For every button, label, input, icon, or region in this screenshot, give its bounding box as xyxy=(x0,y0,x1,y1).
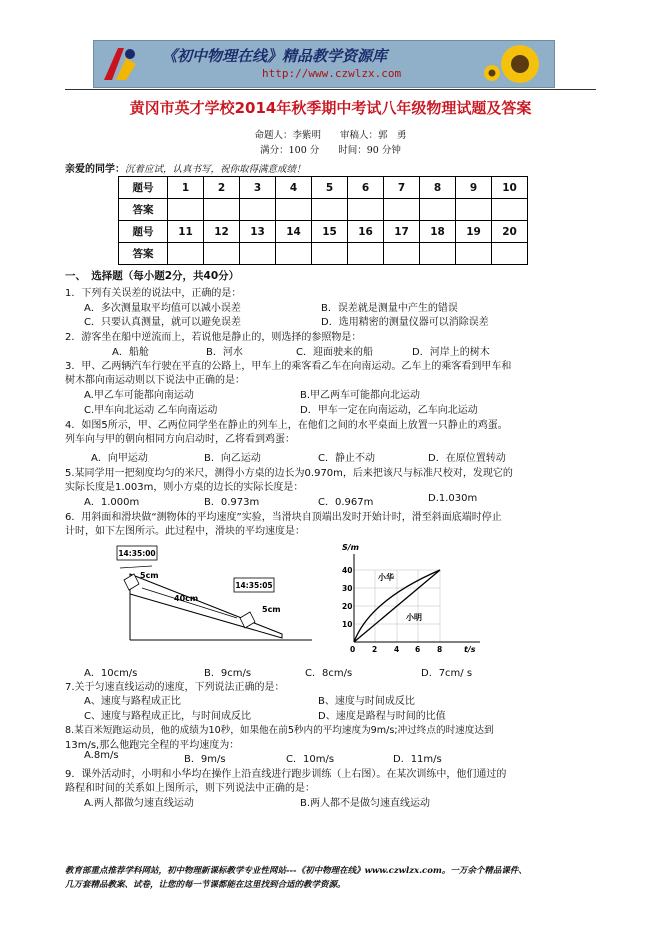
question-5-cont: 实际长度是1.003m，则小方桌的边长的实际长度是： xyxy=(65,482,304,493)
answer-table xyxy=(118,176,528,265)
question-4: 4．如图5所示，甲、乙两位同学坐在静止的列车上，在他们之间的水平桌面上放置一只静止的鸡蛋。 xyxy=(65,420,508,431)
answer-cell[interactable] xyxy=(168,199,204,221)
y-axis-label: S/m xyxy=(342,543,360,552)
x-tick: 6 xyxy=(415,645,421,654)
option-8b[interactable]: B．9m/s xyxy=(184,754,226,765)
y-tick: 30 xyxy=(342,584,353,593)
answer-cell[interactable] xyxy=(348,243,384,265)
option-3d[interactable]: D．甲车一定在向南运动，乙车向北运动 xyxy=(300,405,478,416)
banner-title: 《初中物理在线》精品教学资源库 xyxy=(162,47,388,65)
x-tick: 4 xyxy=(394,645,400,654)
option-4a[interactable]: A．向甲运动 xyxy=(91,453,148,464)
table-cell: 5 xyxy=(312,177,348,199)
timer-start: 14:35:00 xyxy=(118,549,156,558)
answer-cell[interactable] xyxy=(312,199,348,221)
option-7b[interactable]: B、速度与时间成反比 xyxy=(318,696,415,707)
option-6c[interactable]: C．8cm/s xyxy=(305,668,353,679)
table-cell: 4 xyxy=(276,177,312,199)
question-9-cont: 路程和时间的关系如上图所示，则下列说法中正确的是： xyxy=(65,783,315,794)
option-2a[interactable]: A．船舱 xyxy=(112,347,149,358)
option-1a[interactable]: A．多次测量取平均值可以减小误差 xyxy=(84,303,241,314)
distance-time-graph xyxy=(340,540,490,658)
header-rule xyxy=(65,89,596,90)
question-4-cont: 列车向与甲的朝向相同方向启动时，乙将看到鸡蛋： xyxy=(65,434,295,445)
table-cell: 19 xyxy=(456,221,492,243)
row-label: 题号 xyxy=(119,221,168,243)
table-row-ans1 xyxy=(119,199,528,221)
section-heading: 一、 选择题（每小题2分，共40分） xyxy=(65,270,240,282)
option-7d[interactable]: D、速度是路程与时间的比值 xyxy=(318,711,446,722)
question-8-cont: 13m/s,那么他跑完全程的平均速度为： xyxy=(65,740,240,751)
x-tick: 2 xyxy=(372,645,378,654)
question-6: 6．用斜面和滑块做“测物体的平均速度”实验，当滑块自顶端出发时开始计时，滑至斜面底端时停止 xyxy=(65,512,502,523)
table-cell: 1 xyxy=(168,177,204,199)
site-logo-icon xyxy=(100,44,140,84)
option-4c[interactable]: C．静止不动 xyxy=(318,453,375,464)
question-3: 3．甲、乙两辆汽车行驶在平直的公路上，甲车上的乘客看乙车在向南运动。乙车上的乘客看到甲车和 xyxy=(65,361,512,372)
option-4d[interactable]: D．在原位置转动 xyxy=(428,453,506,464)
answer-cell[interactable] xyxy=(384,199,420,221)
x-tick: 8 xyxy=(437,645,443,654)
table-cell: 13 xyxy=(240,221,276,243)
option-6b[interactable]: B．9cm/s xyxy=(204,668,252,679)
banner-url[interactable]: http://www.czwlzx.com xyxy=(262,67,402,80)
question-7: 7.关于匀速直线运动的速度，下列说法正确的是： xyxy=(65,682,285,693)
table-cell: 16 xyxy=(348,221,384,243)
table-cell: 11 xyxy=(168,221,204,243)
table-cell: 12 xyxy=(204,221,240,243)
table-cell: 8 xyxy=(420,177,456,199)
answer-cell[interactable] xyxy=(276,243,312,265)
answer-cell[interactable] xyxy=(456,243,492,265)
table-cell: 7 xyxy=(384,177,420,199)
table-cell: 18 xyxy=(420,221,456,243)
series-label-xiaoming: 小明 xyxy=(406,613,422,622)
table-cell: 17 xyxy=(384,221,420,243)
incline-figure xyxy=(112,544,317,649)
y-tick: 10 xyxy=(342,620,353,629)
header-banner xyxy=(93,40,555,88)
option-8d[interactable]: D．11m/s xyxy=(393,754,442,765)
option-3c[interactable]: C.甲车向北运动 乙车向南运动 xyxy=(84,405,218,416)
option-7a[interactable]: A、速度与路程成正比 xyxy=(84,696,181,707)
option-4b[interactable]: B．向乙运动 xyxy=(204,453,261,464)
table-cell: 3 xyxy=(240,177,276,199)
answer-cell[interactable] xyxy=(384,243,420,265)
option-9b[interactable]: B.两人都不是做匀速直线运动 xyxy=(300,798,431,809)
table-row-ans2 xyxy=(119,243,528,265)
footer-line-2: 几万套精品教案、试卷，让您的每一节课都能在这里找到合适的教学资源。 xyxy=(65,880,346,890)
exam-title: 黄冈市英才学校2014年秋季期中考试八年级物理试题及答案 xyxy=(129,99,532,117)
answer-cell[interactable] xyxy=(492,243,528,265)
table-row-num2 xyxy=(119,221,528,243)
option-8c[interactable]: C．10m/s xyxy=(286,754,335,765)
sunflower-icon xyxy=(480,43,550,85)
timer-end: 14:35:05 xyxy=(235,581,273,590)
footer-line-1: 教育部重点推荐学科网站，初中物理新课标教学专业性网站---《初中物理在线》www.czwlzx.com。一万余个精品课件、 xyxy=(65,866,527,876)
option-1b[interactable]: B．误差就是测量中产生的错误 xyxy=(321,303,458,314)
exam-score-time: 满分：100 分 时间：90 分钟 xyxy=(260,145,401,156)
length-label-2: 40cm xyxy=(174,594,199,603)
slider-block-bottom xyxy=(240,612,255,628)
question-8: 8.某百米短跑运动员，他的成绩为10秒，如果他在前5秒内的平均速度为9m/s;冲过终点的时速度达到 xyxy=(65,725,494,736)
answer-cell[interactable] xyxy=(312,243,348,265)
question-2: 2．游客坐在船中逆流而上，若说他是静止的，则选择的参照物是： xyxy=(65,332,362,343)
x-axis-label: t/s xyxy=(464,645,476,654)
option-3a[interactable]: A.甲乙车可能都向南运动 xyxy=(84,390,194,401)
greeting-text: 沉着应试，认真书写，祝你取得满意成绩！ xyxy=(125,164,306,175)
x-tick: 0 xyxy=(350,645,356,654)
option-3b[interactable]: B.甲乙两车可能都向北运动 xyxy=(300,390,421,401)
question-3-cont: 树木都向南运动则以下说法中正确的是： xyxy=(65,375,245,386)
answer-cell[interactable] xyxy=(456,199,492,221)
row-label: 答案 xyxy=(119,199,168,221)
option-5d[interactable]: D.1.030m xyxy=(428,493,478,504)
answer-cell[interactable] xyxy=(420,243,456,265)
option-2b[interactable]: B．河水 xyxy=(206,347,243,358)
answer-cell[interactable] xyxy=(168,243,204,265)
option-7c[interactable]: C、速度与路程成正比，与时间成反比 xyxy=(84,711,251,722)
option-1d[interactable]: D．选用精密的测量仪器可以消除误差 xyxy=(321,317,489,328)
question-1: 1．下列有关误差的说法中，正确的是： xyxy=(65,288,242,299)
option-5c[interactable]: C．0.967m xyxy=(318,497,374,508)
option-1c[interactable]: C．只要认真测量，就可以避免误差 xyxy=(84,317,241,328)
answer-cell[interactable] xyxy=(420,199,456,221)
option-6a[interactable]: A．10cm/s xyxy=(84,668,138,679)
answer-cell[interactable] xyxy=(240,243,276,265)
row-label: 题号 xyxy=(119,177,168,199)
option-2d[interactable]: D．河岸上的树木 xyxy=(412,347,490,358)
table-row-num1 xyxy=(119,177,528,199)
table-cell: 10 xyxy=(492,177,528,199)
option-5a[interactable]: A．1.000m xyxy=(84,497,140,508)
row-label: 答案 xyxy=(119,243,168,265)
answer-cell[interactable] xyxy=(204,199,240,221)
option-9a[interactable]: A.两人都做匀速直线运动 xyxy=(84,798,194,809)
y-tick: 40 xyxy=(342,566,353,575)
table-cell: 9 xyxy=(456,177,492,199)
option-8a[interactable]: A.8m/s xyxy=(84,750,119,761)
option-2c[interactable]: C．迎面驶来的船 xyxy=(296,347,373,358)
exam-authors: 命题人：李紫明 审稿人：郭 勇 xyxy=(254,130,407,141)
option-5b[interactable]: B．0.973m xyxy=(204,497,260,508)
greeting-label: 亲爱的同学： xyxy=(65,164,125,175)
answer-cell[interactable] xyxy=(204,243,240,265)
series-label-xiaohua: 小华 xyxy=(378,573,394,582)
table-cell: 15 xyxy=(312,221,348,243)
table-cell: 14 xyxy=(276,221,312,243)
answer-cell[interactable] xyxy=(348,199,384,221)
table-cell: 6 xyxy=(348,177,384,199)
answer-cell[interactable] xyxy=(276,199,312,221)
answer-cell[interactable] xyxy=(492,199,528,221)
table-cell: 2 xyxy=(204,177,240,199)
question-5: 5.某同学用一把刻度均匀的米尺，测得小方桌的边长为0.970m，后来把该尺与标准尺校对，发现它的 xyxy=(65,468,513,479)
option-6d[interactable]: D．7cm/ s xyxy=(421,668,473,679)
length-label-1: 5cm xyxy=(140,571,159,580)
question-6-cont: 计时，如下左图所示。此过程中，滑块的平均速度是： xyxy=(65,526,305,537)
table-cell: 20 xyxy=(492,221,528,243)
answer-cell[interactable] xyxy=(240,199,276,221)
y-tick: 20 xyxy=(342,602,353,611)
length-label-3: 5cm xyxy=(262,605,281,614)
question-9: 9．课外活动时，小明和小华均在操作上沿直线进行跑步训练（上右图）。在某次训练中，他们通过的 xyxy=(65,769,507,780)
greeting xyxy=(65,160,306,175)
